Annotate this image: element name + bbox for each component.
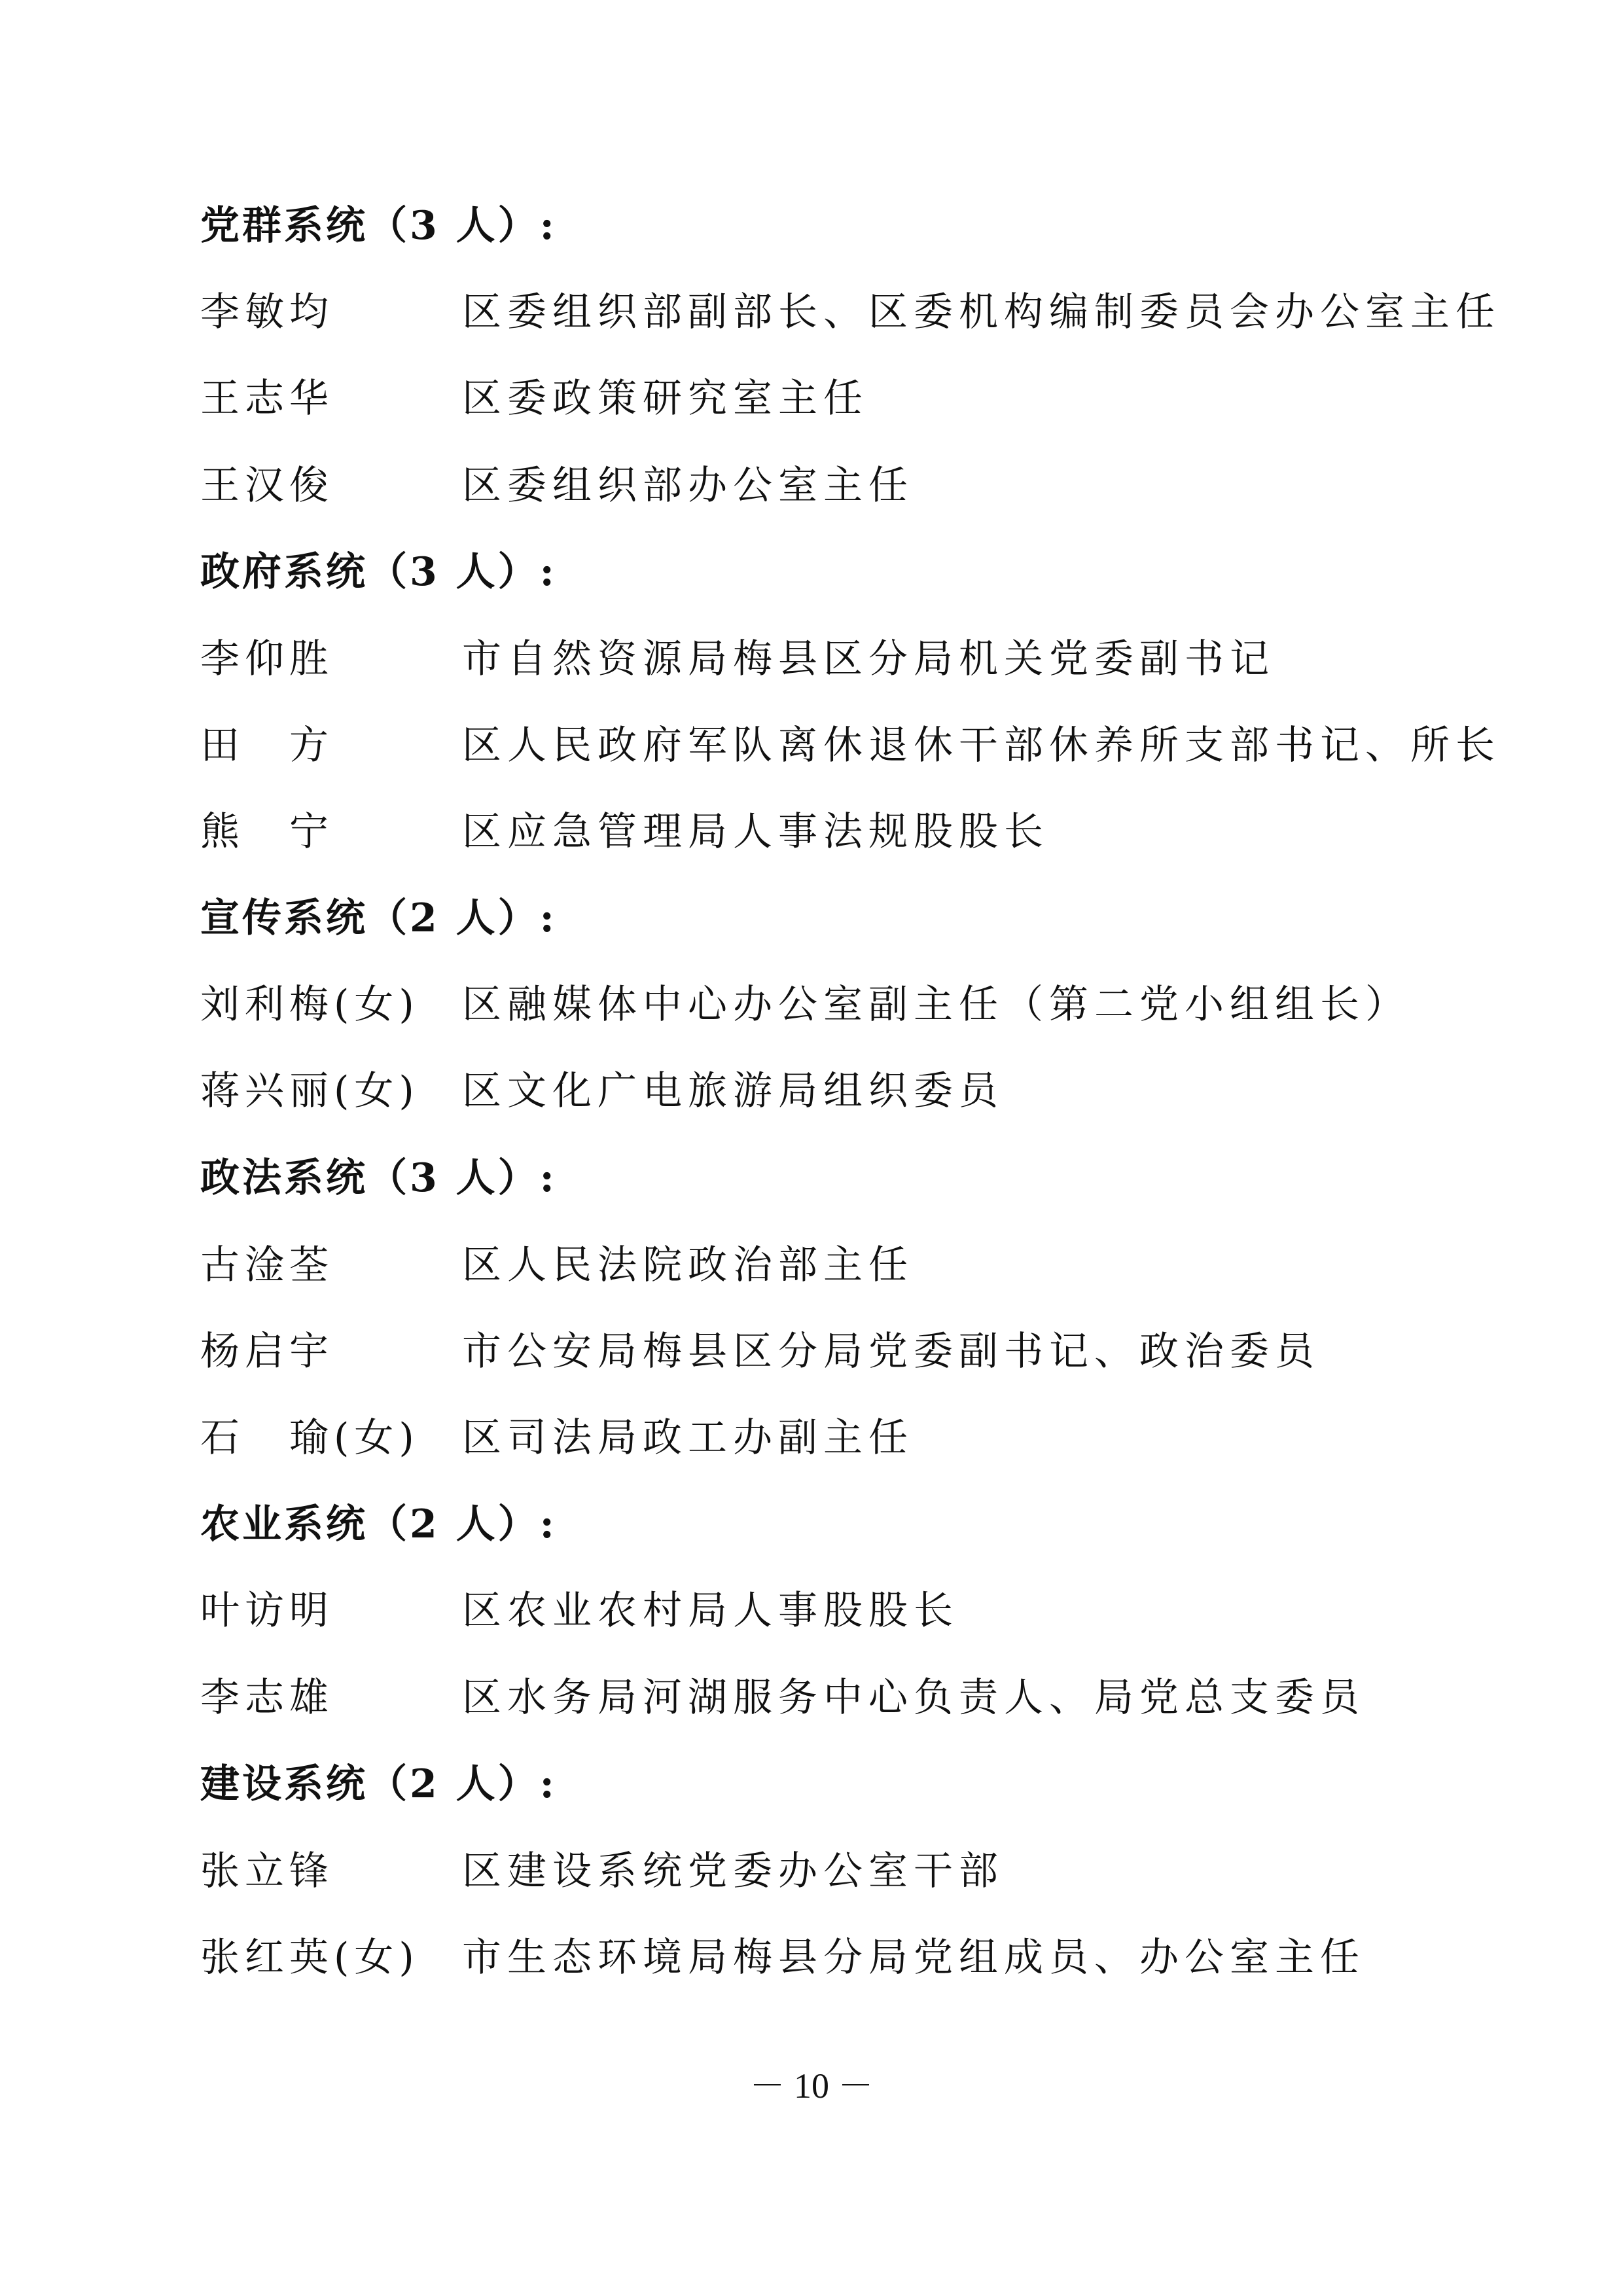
member-title: 市自然资源局梅县区分局机关党委副书记	[462, 636, 1275, 682]
member-row	[200, 1408, 914, 1467]
member-title: 区委组织部副部长、区委机构编制委员会办公室主任	[462, 289, 1501, 335]
member-title: 区委组织部办公室主任	[462, 463, 914, 509]
member-name: 王汉俊	[200, 463, 334, 509]
member-name: 杨启宇	[200, 1329, 334, 1374]
member-title: 区建设系统党委办公室干部	[462, 1848, 1004, 1894]
member-title: 区人民法院政治部主任	[462, 1242, 914, 1288]
member-name: 熊 宁	[200, 809, 334, 855]
section-header-government: 政府系统（3 人）:	[200, 549, 557, 595]
section-header-construction: 建设系统（2 人）:	[200, 1761, 557, 1807]
member-row	[200, 716, 1501, 775]
section-header-political-legal: 政法系统（3 人）:	[200, 1155, 557, 1201]
member-title: 区融媒体中心办公室副主任（第二党小组组长）	[462, 982, 1410, 1028]
section-header-agriculture: 农业系统（2 人）:	[200, 1501, 557, 1547]
member-name: 石 瑜(女)	[200, 1415, 419, 1461]
member-title: 区司法局政工办副主任	[462, 1415, 914, 1461]
member-name: 李敏均	[200, 289, 334, 335]
member-name: 张立锋	[200, 1848, 334, 1894]
member-row	[200, 1322, 1320, 1381]
member-name: 刘利梅(女)	[200, 982, 419, 1028]
member-row	[200, 975, 1410, 1034]
member-row	[200, 1668, 1365, 1727]
member-row	[200, 802, 1049, 861]
member-row	[200, 1581, 959, 1640]
member-name: 李仰胜	[200, 636, 334, 682]
member-row	[200, 456, 914, 515]
member-name: 张红英(女)	[200, 1935, 419, 1981]
member-title: 区农业农村局人事股股长	[462, 1588, 959, 1634]
page-number: － 10 －	[749, 2066, 874, 2106]
member-row	[200, 1236, 914, 1295]
member-title: 区应急管理局人事法规股股长	[462, 809, 1049, 855]
member-title: 区人民政府军队离休退休干部休养所支部书记、所长	[462, 723, 1501, 768]
member-row	[200, 1928, 1365, 1987]
member-name: 蒋兴丽(女)	[200, 1068, 419, 1114]
member-title: 区委政策研究室主任	[462, 376, 868, 422]
member-row	[200, 1842, 1004, 1901]
member-title: 市公安局梅县区分局党委副书记、政治委员	[462, 1329, 1320, 1374]
section-header-party-mass: 党群系统（3 人）:	[200, 203, 557, 249]
member-title: 区水务局河湖服务中心负责人、局党总支委员	[462, 1675, 1365, 1721]
member-name: 李志雄	[200, 1675, 334, 1721]
member-row	[200, 630, 1275, 689]
member-row	[200, 1062, 1004, 1121]
member-name: 叶访明	[200, 1588, 334, 1634]
member-row	[200, 283, 1501, 342]
member-row	[200, 369, 868, 428]
member-title: 区文化广电旅游局组织委员	[462, 1068, 1004, 1114]
member-name: 王志华	[200, 376, 334, 422]
member-name: 田 方	[200, 723, 334, 768]
section-header-publicity: 宣传系统（2 人）:	[200, 895, 557, 941]
member-name: 古淦荃	[200, 1242, 334, 1288]
member-title: 市生态环境局梅县分局党组成员、办公室主任	[462, 1935, 1365, 1981]
